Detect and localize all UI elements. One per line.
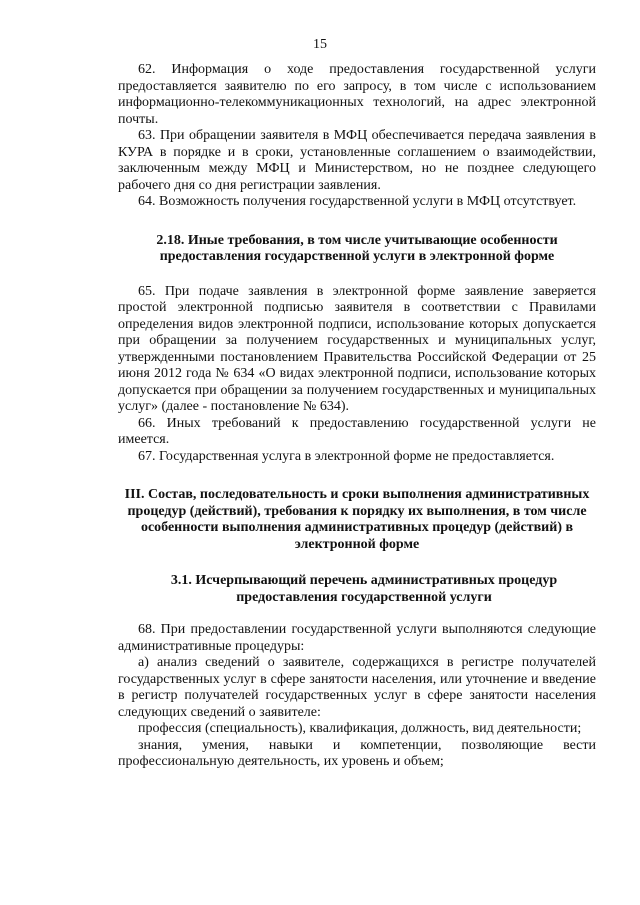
section-heading-2-18: 2.18. Иные требования, в том числе учитывающие особенности предоставления государственной услуги в электронной форме — [156, 232, 558, 264]
paragraph-63: 63. При обращении заявителя в МФЦ обеспечивается передача заявления в КУРА в порядке и в сроки, установленные соглашением о взаимодействии, заключенным между МФЦ и Министерством, но не позднее следующего рабочего дня со дня регистрации заявления. — [118, 128, 596, 193]
section-heading-III: III. Состав, последовательность и сроки выполнения административных процедур (действий), требования к порядку их выполнения, в том числе особенности выполнения административных процедур (действий) в электронной форме — [124, 487, 590, 552]
list-item-profession: профессия (специальность), квалификация, должность, вид деятельности; — [138, 721, 582, 736]
paragraph-67: 67. Государственная услуга в электронной форме не предоставляется. — [138, 448, 555, 464]
paragraph-65: 65. При подаче заявления в электронной форме заявление заверяется простой электронной подписью заявителя в соответствии с Правилами определения видов электронной подписи, использование которых допускается при обращении за получением государственных и муниципальных услуг, утвержденными постановлением Правительства Российской Федерации от 25 июня 2012 года № 634 «О видах электронной подписи, использование которых допускается при обращении за получением государственных и муниципальных услуг» (далее - постановление № 634). — [118, 283, 596, 414]
page-number: 15 — [313, 37, 327, 52]
paragraph-66: 66. Иных требований к предоставлению государственной услуги не имеется. — [118, 415, 596, 447]
list-item-a: а) анализ сведений о заявителе, содержащихся в регистре получателей государственных услуг в сфере занятости населения, или уточнение и введение в регистр получателей государственных услуг в сфере занятости населения следующих сведений о заявителе: — [118, 655, 596, 720]
paragraph-68: 68. При предоставлении государственной услуги выполняются следующие административные процедуры: — [118, 622, 596, 654]
list-item-skills: знания, умения, навыки и компетенции, позволяющие вести профессиональную деятельность, их уровень и объем; — [118, 737, 596, 769]
section-heading-3-1: 3.1. Исчерпывающий перечень административных процедур предоставления государственной услуги — [170, 573, 558, 605]
document-body — [118, 62, 596, 771]
paragraph-62: 62. Информация о ходе предоставления государственной услуги предоставляется заявителю по его запросу, в том числе с использованием информационно-телекоммуникационных технологий, на адрес электронной почты. — [118, 62, 596, 127]
paragraph-64: 64. Возможность получения государственной услуги в МФЦ отсутствует. — [138, 194, 577, 209]
